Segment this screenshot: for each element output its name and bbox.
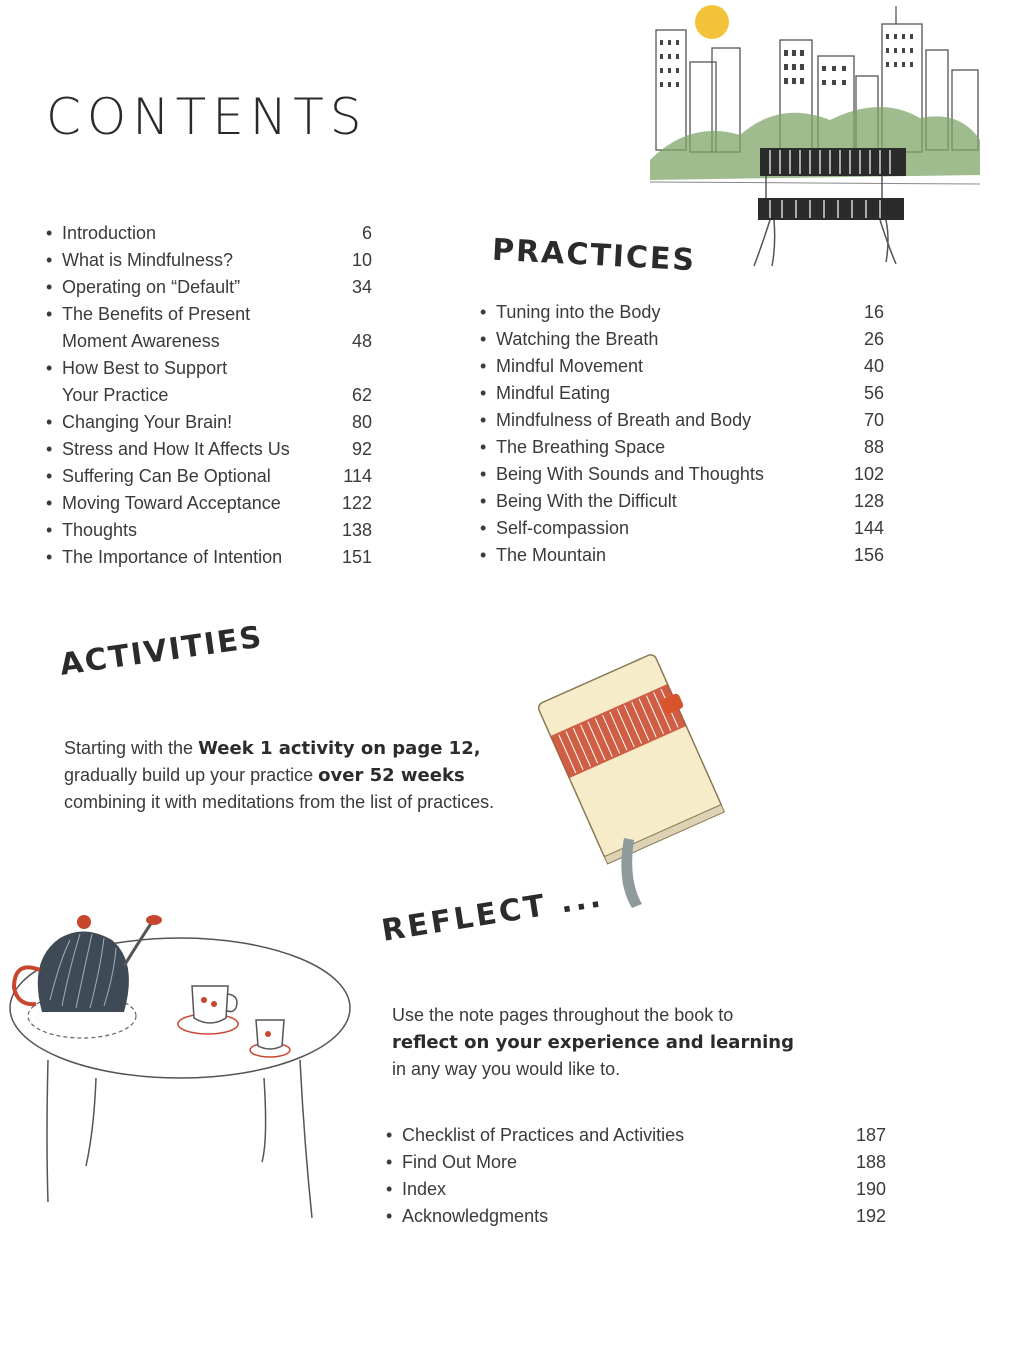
page-title: CONTENTS <box>46 88 368 146</box>
toc-item[interactable] <box>480 515 890 542</box>
reflect-paragraph <box>392 1002 812 1083</box>
toc-item-label: Introduction <box>62 223 157 243</box>
toc-item[interactable] <box>386 1176 892 1203</box>
activities-heading: ACTIVITIES <box>57 619 266 683</box>
bullet: • <box>480 545 487 565</box>
toc-item[interactable] <box>480 488 890 515</box>
toc-item[interactable] <box>480 461 890 488</box>
toc-item[interactable] <box>480 407 890 434</box>
toc-item[interactable] <box>386 1203 892 1230</box>
bullet: • <box>386 1125 393 1145</box>
reflect-text-2: in any way you would like to. <box>392 1059 621 1079</box>
activities-text-3: combining it with meditations from the list of practices. <box>64 792 495 812</box>
reflect-heading: REFLECT ... <box>379 879 606 949</box>
bullet: • <box>480 410 487 430</box>
bullet: • <box>46 439 53 459</box>
toc-item-label: How Best to Support <box>62 358 228 378</box>
toc-item-label: Suffering Can Be Optional <box>62 466 271 486</box>
toc-item[interactable] <box>46 517 386 544</box>
toc-item-label: The Breathing Space <box>496 437 666 457</box>
toc-practices-list <box>480 299 890 569</box>
toc-item[interactable] <box>480 299 890 326</box>
activities-bold-1: Week 1 activity on page 12, <box>198 738 481 759</box>
bullet: • <box>46 358 53 378</box>
bullet: • <box>46 466 53 486</box>
toc-main-list <box>46 220 386 571</box>
bullet: • <box>46 493 53 513</box>
toc-item[interactable] <box>480 434 890 461</box>
toc-item[interactable] <box>46 274 386 301</box>
toc-item-page: 6 <box>361 223 372 243</box>
toc-item-page: 151 <box>341 547 372 567</box>
toc-item-page: 10 <box>351 250 372 270</box>
toc-item-page: 102 <box>853 464 884 484</box>
toc-item[interactable] <box>46 463 386 490</box>
bullet: • <box>480 383 487 403</box>
sun-icon <box>695 5 729 39</box>
toc-item[interactable] <box>386 1149 892 1176</box>
toc-item-label: The Mountain <box>496 545 607 565</box>
reflect-text-1: Use the note pages throughout the book to <box>392 1005 734 1025</box>
bullet: • <box>386 1206 393 1226</box>
toc-item-label: Moment Awareness <box>62 331 220 351</box>
toc-item-page: 48 <box>351 331 372 351</box>
toc-item[interactable] <box>386 1122 892 1149</box>
toc-item-page: 138 <box>341 520 372 540</box>
toc-item[interactable] <box>46 409 386 436</box>
bullet: • <box>46 223 53 243</box>
toc-item-label: Being With Sounds and Thoughts <box>496 464 764 484</box>
toc-item-label: Stress and How It Affects Us <box>62 439 290 459</box>
bullet: • <box>46 412 53 432</box>
toc-item-label: What is Mindfulness? <box>62 250 234 270</box>
teapot-table-illustration <box>0 900 360 1226</box>
activities-paragraph <box>64 735 534 816</box>
reflect-bold-1: reflect on your experience and learning <box>392 1032 795 1053</box>
toc-item-page: 192 <box>855 1206 886 1226</box>
toc-item-page: 190 <box>855 1179 886 1199</box>
toc-item-page: 187 <box>855 1125 886 1145</box>
toc-item-label: Watching the Breath <box>496 329 659 349</box>
bullet: • <box>46 250 53 270</box>
toc-item-page: 34 <box>351 277 372 297</box>
toc-item-label: Changing Your Brain! <box>62 412 233 432</box>
notebook-illustration <box>532 642 728 914</box>
toc-item[interactable] <box>46 220 386 247</box>
toc-item-label: Self-compassion <box>496 518 630 538</box>
activities-text-2: gradually build up your practice <box>64 765 319 785</box>
toc-item-label: Moving Toward Acceptance <box>62 493 281 513</box>
bullet: • <box>480 302 487 322</box>
toc-item-label: Mindfulness of Breath and Body <box>496 410 752 430</box>
city-skyline-bench-illustration <box>650 0 990 272</box>
toc-item-page: 70 <box>863 410 884 430</box>
toc-item[interactable] <box>480 542 890 569</box>
toc-item[interactable] <box>480 353 890 380</box>
toc-item-page: 92 <box>351 439 372 459</box>
bullet: • <box>480 518 487 538</box>
toc-item[interactable] <box>46 247 386 274</box>
toc-item-label: Thoughts <box>62 520 138 540</box>
toc-item[interactable] <box>46 301 386 328</box>
toc-item-page: 56 <box>863 383 884 403</box>
bullet: • <box>480 356 487 376</box>
bullet: • <box>46 304 53 324</box>
practices-heading: PRACTICES <box>491 232 697 279</box>
toc-item-label: Mindful Eating <box>496 383 611 403</box>
bullet: • <box>46 277 53 297</box>
toc-extra-list <box>386 1122 892 1230</box>
bullet: • <box>480 437 487 457</box>
activities-bold-2: over 52 weeks <box>318 765 465 786</box>
toc-item[interactable] <box>46 436 386 463</box>
toc-item-page: 128 <box>853 491 884 511</box>
toc-item-page: 144 <box>853 518 884 538</box>
bullet: • <box>480 329 487 349</box>
toc-item-page: 26 <box>863 329 884 349</box>
toc-item-page: 88 <box>863 437 884 457</box>
toc-item-label: Find Out More <box>402 1152 518 1172</box>
toc-item-label: Your Practice <box>62 385 169 405</box>
bullet: • <box>46 547 53 567</box>
toc-item-page: 156 <box>853 545 884 565</box>
toc-item[interactable] <box>46 490 386 517</box>
toc-item-continuation[interactable] <box>46 328 386 355</box>
toc-item-label: Checklist of Practices and Activities <box>402 1125 685 1145</box>
toc-item-label: Tuning into the Body <box>496 302 661 322</box>
toc-item-label: Index <box>402 1179 447 1199</box>
bullet: • <box>480 464 487 484</box>
activities-text-1: Starting with the <box>64 738 199 758</box>
bullet: • <box>46 520 53 540</box>
toc-item-page: 16 <box>863 302 884 322</box>
toc-item-page: 114 <box>343 466 372 486</box>
toc-item-page: 122 <box>341 493 372 513</box>
toc-item-page: 62 <box>351 385 372 405</box>
toc-item[interactable] <box>46 355 386 382</box>
toc-item-label: Acknowledgments <box>402 1206 549 1226</box>
toc-item-label: The Importance of Intention <box>62 547 283 567</box>
toc-item-label: Operating on “Default” <box>62 277 241 297</box>
bullet: • <box>386 1179 393 1199</box>
toc-item-label: Mindful Movement <box>496 356 644 376</box>
toc-item-continuation[interactable] <box>46 382 386 409</box>
toc-item-page: 188 <box>855 1152 886 1172</box>
toc-item[interactable] <box>480 380 890 407</box>
toc-item-page: 40 <box>863 356 884 376</box>
bullet: • <box>480 491 487 511</box>
toc-item-page: 80 <box>351 412 372 432</box>
toc-item-label: Being With the Difficult <box>496 491 677 511</box>
toc-item[interactable] <box>46 544 386 571</box>
toc-item[interactable] <box>480 326 890 353</box>
toc-item-label: The Benefits of Present <box>62 304 251 324</box>
bullet: • <box>386 1152 393 1172</box>
